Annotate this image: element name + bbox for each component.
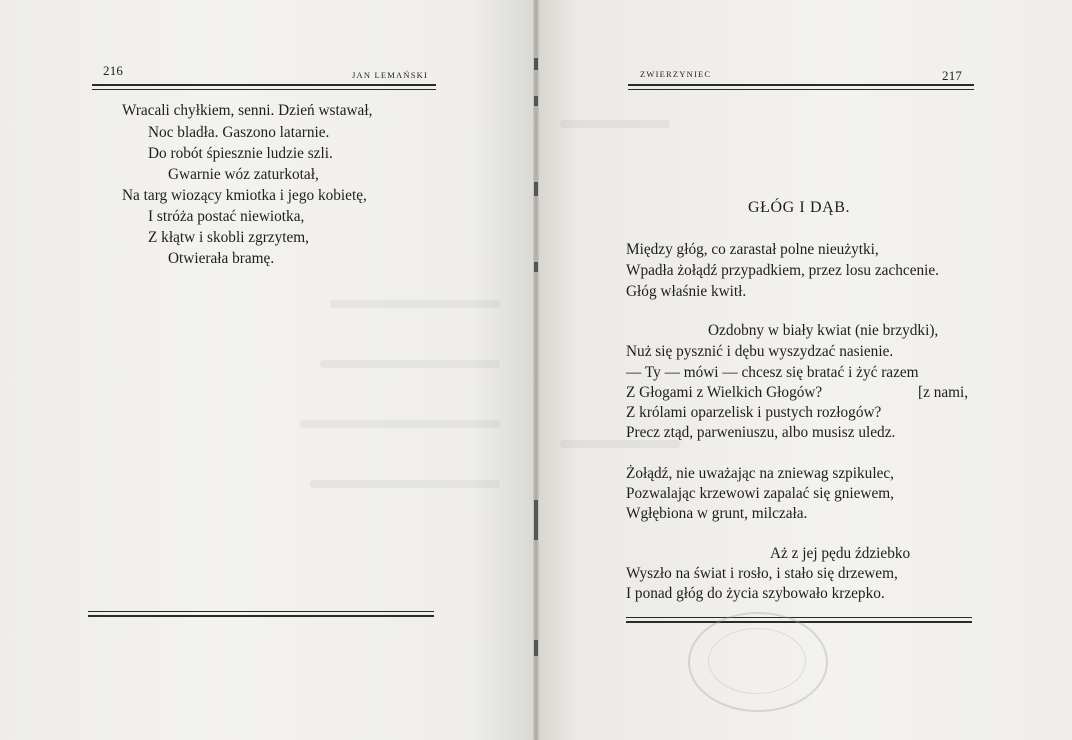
gutter-mark: [534, 500, 538, 540]
gutter-mark: [534, 96, 538, 106]
poem-line: Z kłątw i skobli zgrzytem,: [148, 229, 310, 246]
poem-line: — Ty — mówi — chcesz się bratać i żyć razem: [626, 364, 919, 381]
poem-line: Do robót śpiesznie ludzie szli.: [148, 145, 333, 162]
poem-line-turnover: [z nami,: [918, 384, 969, 401]
poem-line: Gwarnie wóz zaturkotał,: [168, 166, 319, 183]
footer-rule-left: [88, 615, 434, 617]
poem-line: Głóg właśnie kwitł.: [626, 283, 747, 300]
poem-line: Z królami oparzelisk i pustych rozłogów?: [626, 404, 882, 421]
poem-line: Noc bladła. Gaszono latarnie.: [148, 124, 330, 141]
gutter-mark: [534, 640, 538, 656]
running-head-right: ZWIERZYNIEC: [640, 69, 712, 79]
bleed-through: [300, 420, 500, 428]
page-number-left: 216: [103, 63, 124, 78]
poem-line: Wpadła żołądź przypadkiem, przez losu zachcenie.: [626, 262, 939, 279]
poem-line: Ozdobny w biały kwiat (nie brzydki),: [708, 322, 939, 339]
gutter-mark: [534, 58, 538, 70]
page-number-right: 217: [942, 68, 963, 83]
running-head-left: JAN LEMAŃSKI: [352, 70, 429, 80]
library-stamp-inner: [708, 628, 806, 694]
poem-line: I stróża postać niewiotka,: [148, 208, 305, 225]
bleed-through: [330, 300, 500, 308]
footer-rule-right-thin: [626, 617, 972, 618]
gutter-mark: [534, 262, 538, 272]
bleed-through: [560, 120, 670, 128]
bleed-through: [310, 480, 500, 488]
poem-line: Nuż się pysznić i dębu wyszydzać nasienie.: [626, 343, 894, 360]
footer-rule-left-thin: [88, 611, 434, 612]
poem-line: I ponad głóg do życia szybowało krzepko.: [626, 585, 885, 602]
poem-line: Wyszło na świat i rosło, i stało się drzewem,: [626, 565, 898, 582]
header-rule-right: [628, 84, 974, 86]
poem-line: Otwierała bramę.: [168, 250, 275, 267]
bleed-through: [320, 360, 500, 368]
poem-line: Pozwalając krzewowi zapalać się gniewem,: [626, 485, 894, 502]
header-rule-left-thin: [92, 89, 436, 90]
poem-line: Między głóg, co zarastał polne nieużytki,: [626, 241, 879, 258]
book-gutter: [533, 0, 539, 740]
poem-line: Z Głogami z Wielkich Głogów?: [626, 384, 823, 401]
header-rule-left: [92, 84, 436, 86]
poem-line: Na targ wiozący kmiotka i jego kobietę,: [122, 187, 367, 204]
poem-line: Wracali chyłkiem, senni. Dzień wstawał,: [122, 102, 373, 119]
poem-line: Żołądź, nie uważając na zniewag szpikulec,: [626, 465, 894, 482]
poem-line: Precz ztąd, parweniuszu, albo musisz uledz.: [626, 424, 896, 441]
poem-title: GŁÓG I DĄB.: [748, 199, 851, 216]
poem-line: Aż z jej pędu ździebko: [770, 545, 911, 562]
poem-line: Wgłębiona w grunt, milczała.: [626, 505, 808, 522]
header-rule-right-thin: [628, 89, 974, 90]
gutter-mark: [534, 182, 538, 196]
